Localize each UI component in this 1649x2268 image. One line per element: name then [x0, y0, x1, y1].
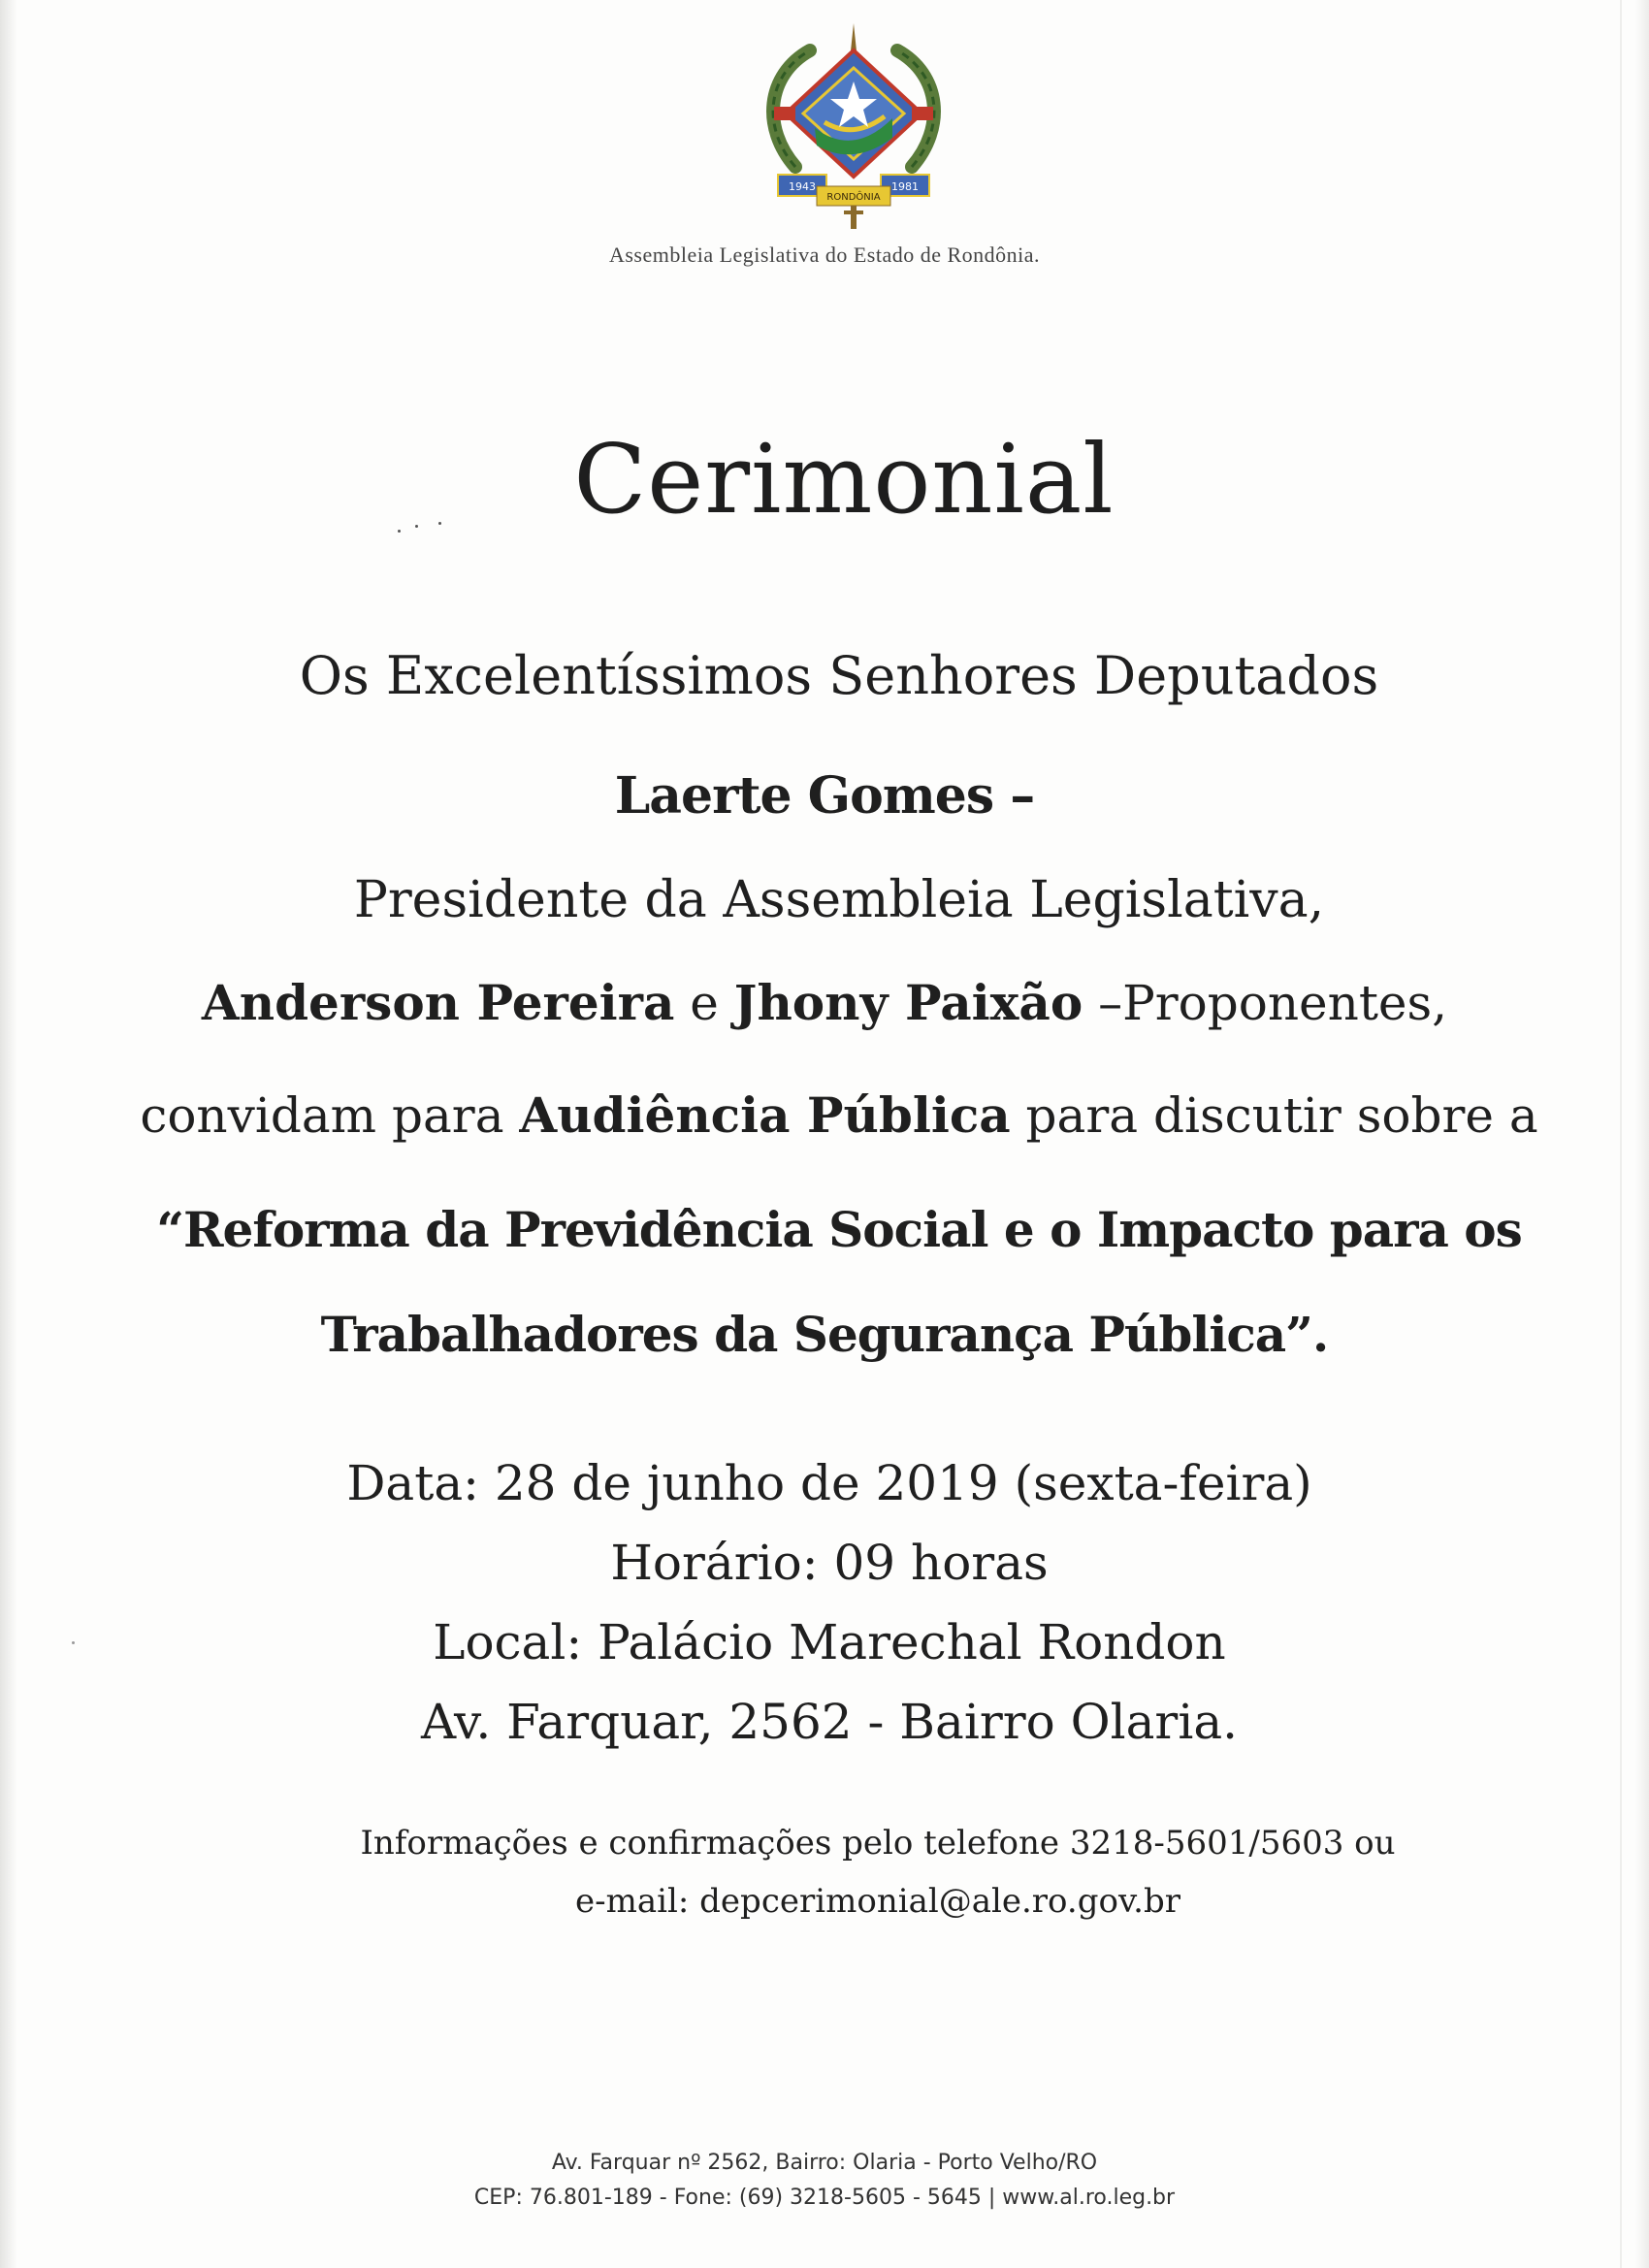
- state-coat-of-arms: [757, 21, 951, 235]
- event-time: Horário: 09 horas: [610, 1535, 1049, 1591]
- crest-state-name: RONDÔNIA: [826, 192, 881, 203]
- event-location: Local: Palácio Marechal Rondon: [433, 1614, 1226, 1670]
- invitation-convidam: convidam para: [140, 1087, 520, 1144]
- invitation-proponents: [0, 974, 1649, 1031]
- invitation-topic-line1: “Reforma da Previdência Social e o Impacto para os: [156, 1201, 1522, 1258]
- invitation-audiencia: Audiência Pública: [519, 1086, 1011, 1144]
- invitation-discutir: para discutir sobre a: [1010, 1087, 1538, 1144]
- invitation-topic-line2: Trabalhadores da Segurança Pública”.: [320, 1306, 1329, 1363]
- footer-address: Av. Farquar nº 2562, Bairro: Olaria - Porto Velho/RO: [551, 2151, 1098, 2175]
- invitation-president-role: Presidente da Assembleia Legislativa,: [353, 871, 1325, 929]
- scan-speck: [438, 522, 441, 525]
- crest-year-right: 1981: [891, 180, 919, 193]
- proponent-anderson: Anderson Pereira: [201, 974, 675, 1031]
- event-address: Av. Farquar, 2562 - Bairro Olaria.: [420, 1694, 1239, 1750]
- proponent-jhony: Jhony Paixão: [733, 974, 1083, 1031]
- institution-name: Assembleia Legislativa do Estado de Rondônia.: [608, 243, 1041, 267]
- page-title: Cerimonial: [573, 425, 1115, 535]
- crest-year-left: 1943: [789, 180, 816, 193]
- scan-speck: [415, 525, 418, 528]
- scan-speck: [72, 1641, 75, 1644]
- scan-speck: [398, 530, 401, 533]
- footer-contact: CEP: 76.801-189 - Fone: (69) 3218-5605 - 5645 | www.al.ro.leg.br: [473, 2186, 1176, 2210]
- invitation-president-name: Laerte Gomes –: [614, 766, 1035, 826]
- invitation-call: [0, 1086, 1649, 1144]
- proponents-label: –Proponentes,: [1083, 975, 1448, 1031]
- event-date: Data: 28 de junho de 2019 (sexta-feira): [346, 1455, 1312, 1511]
- invitation-honorific: Os Excelentíssimos Senhores Deputados: [299, 645, 1379, 706]
- contact-phone-info: Informações e confirmações pelo telefone 3218-5601/5603 ou: [360, 1824, 1396, 1863]
- contact-email: e-mail: depcerimonial@ale.ro.gov.br: [575, 1882, 1180, 1921]
- proponent-conjunction: e: [674, 975, 734, 1031]
